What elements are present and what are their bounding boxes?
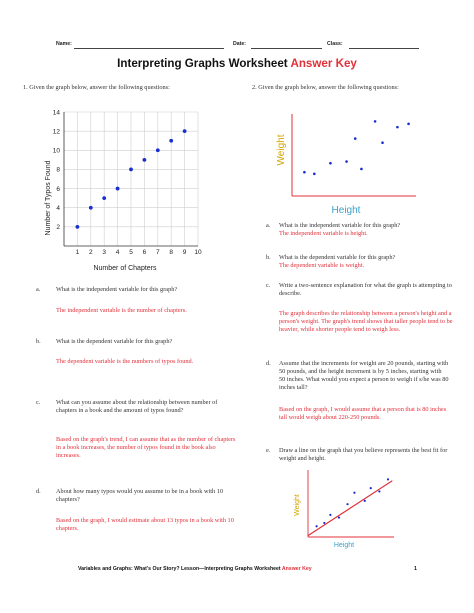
y-tick-label: 2 [56, 224, 60, 232]
data-point [313, 173, 316, 176]
q2d-question: Assume that the increments for weight are 20 pounds, starting with 50 pounds, and the height increment is by 5 inches, starting with 50 inches. What would you expect a person to weigh if s/he was 80 inches tall? [279, 360, 449, 391]
q2a-label: a. [266, 222, 271, 229]
y-tick-label: 14 [52, 109, 60, 117]
data-point [387, 478, 389, 480]
data-point [143, 158, 147, 162]
best-fit-line-stroke[interactable] [308, 481, 392, 536]
class-blank[interactable] [349, 48, 419, 49]
data-point [407, 123, 410, 126]
data-point [345, 160, 348, 163]
y-axis-label: Weight [276, 134, 287, 166]
data-point [370, 487, 372, 489]
data-point [89, 206, 93, 210]
y-tick-label: 8 [56, 166, 60, 174]
chart-grid [64, 112, 198, 246]
q2b-label: b. [266, 254, 271, 261]
q2a-answer: The independent variable is height. [279, 230, 368, 237]
x-tick-label: 2 [88, 249, 93, 256]
date-blank[interactable] [251, 48, 322, 49]
q1c-label: c. [36, 399, 41, 406]
q2c-answer: The graph describes the relationship between a person's height and a person's weight. The graph's trend shows that taller people tend to be heavier, while shorter people tend to weigh less. [279, 310, 453, 333]
chart-points [303, 120, 410, 175]
x-tick-label: 10 [194, 249, 202, 256]
x-axis-label: Height [333, 542, 355, 549]
data-point [353, 492, 355, 494]
q1-intro: 1. Given the graph below, answer the following questions: [23, 84, 170, 91]
q1b-answer: The dependent variable is the numbers of typos found. [56, 358, 194, 365]
chart-height-weight [268, 110, 420, 216]
data-point [316, 525, 318, 527]
data-point [374, 120, 377, 123]
title-highlight: Answer Key [290, 57, 357, 70]
q2b-answer: The dependent variable is weight. [279, 262, 365, 269]
data-point [354, 137, 357, 140]
data-point [378, 490, 380, 492]
data-point [303, 171, 306, 174]
q1c-question: What can you assume about the relationship between number of chapters in a book and the amount of typos found? [56, 399, 218, 414]
x-tick-label: 5 [129, 249, 133, 256]
data-point [183, 129, 187, 133]
data-point [169, 139, 173, 143]
y-axis-label: Weight [294, 494, 301, 516]
q1a-question: What is the independent variable for this graph? [56, 286, 178, 293]
q2-intro: 2. Given the graph below, answer the following questions: [252, 84, 399, 91]
name-label: Name: [56, 41, 72, 47]
x-axis-label: Height [331, 205, 361, 216]
q1b-label: b. [36, 338, 41, 345]
q2c-question: Write a two-sentence explanation for what the graph is attempting to describe. [279, 282, 452, 297]
footer-highlight: Answer Key [281, 566, 312, 572]
data-point [329, 162, 332, 165]
q2d-label: d. [266, 360, 271, 367]
data-point [381, 141, 384, 144]
data-point [116, 187, 120, 191]
q1a-answer: The independent variable is the number of chapters. [56, 307, 187, 314]
page-title [0, 57, 474, 70]
footer-title: Variables and Graphs: What's Our Story? Lesson—Interpreting Graphs Worksheet [78, 566, 281, 572]
x-tick-label: 6 [142, 249, 147, 256]
chart-points [316, 478, 390, 527]
q2c-label: c. [266, 282, 271, 289]
data-point [396, 126, 399, 129]
x-tick-label: 8 [169, 249, 174, 256]
x-tick-label: 4 [115, 249, 120, 256]
x-tick-label: 3 [102, 249, 107, 256]
name-blank[interactable] [74, 48, 224, 49]
data-point [102, 196, 106, 200]
q1d-label: d. [36, 488, 41, 495]
q2e-question: Draw a line on the graph that you believe represents the best fit for weight and height. [279, 447, 448, 462]
title-main: Interpreting Graphs Worksheet [117, 57, 288, 70]
q2a-question: What is the independent variable for this graph? [279, 222, 401, 229]
data-point [129, 168, 133, 172]
q1d-question: About how many typos would you assume to be in a book with 10 chapters? [56, 488, 224, 503]
footer-text [78, 566, 312, 572]
data-point [360, 168, 363, 171]
data-point [323, 522, 325, 524]
data-point [364, 500, 366, 502]
x-tick-label: 1 [75, 249, 80, 256]
x-axis-label: Number of Chapters [93, 265, 157, 272]
q1d-answer: Based on the graph, I would estimate about 13 typos in a book with 10 chapters. [56, 517, 234, 532]
chart-typos [40, 104, 215, 274]
data-point [346, 503, 348, 505]
page-number: 1 [414, 566, 417, 572]
data-point [338, 516, 340, 518]
data-point [156, 148, 160, 152]
q1a-label: a. [36, 286, 41, 293]
class-label: Class: [327, 41, 343, 47]
chart-best-fit [288, 467, 398, 549]
y-axis-label: Number of Typos Found [45, 160, 52, 236]
y-tick-label: 12 [52, 128, 60, 136]
y-tick-label: 4 [56, 205, 60, 213]
date-label: Date: [233, 41, 246, 47]
q2b-question: What is the dependent variable for this graph? [279, 254, 396, 261]
y-tick-label: 6 [56, 185, 60, 193]
q1b-question: What is the dependent variable for this graph? [56, 338, 173, 345]
best-fit-line[interactable] [308, 481, 392, 536]
q1c-answer: Based on the graph's trend, I can assume that as the number of chapters in a book increases, the number of typos found in the book also increases. [56, 436, 236, 459]
data-point [76, 225, 80, 229]
data-point [329, 514, 331, 516]
q2d-answer: Based on the graph, I would assume that a person that is 80 inches tall would weigh about 220-250 pounds. [279, 406, 447, 421]
x-tick-label: 9 [182, 249, 187, 256]
x-tick-label: 7 [155, 249, 160, 256]
y-tick-label: 10 [52, 147, 60, 155]
q2e-label: e. [266, 447, 271, 454]
